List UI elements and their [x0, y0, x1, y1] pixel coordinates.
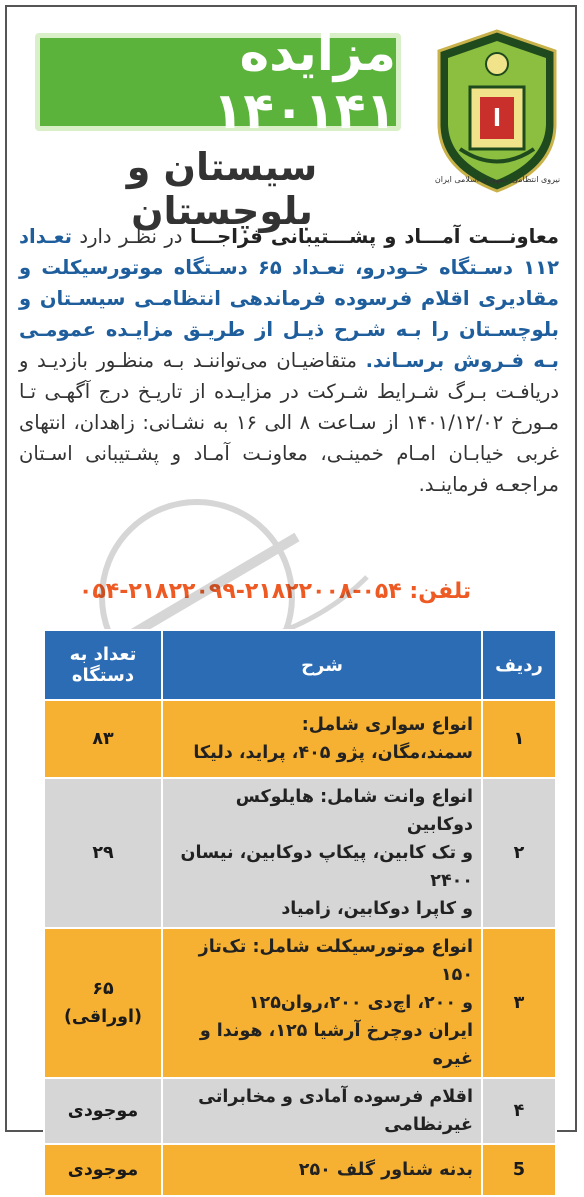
row-count: ۲۹: [44, 778, 162, 928]
table-row: [44, 1144, 556, 1196]
header-count: تعداد به دستگاه: [44, 630, 162, 700]
row-count: ۶۵ (اوراقی): [44, 928, 162, 1078]
svg-text:ا: ا: [492, 104, 502, 132]
phone-numbers: تلفن: ۰۵۴-۲۱۸۲۲۰۰۸-۲۱۸۲۲۰۹۹-۰۵۴: [78, 579, 472, 604]
row-idx: ۴: [482, 1078, 556, 1144]
row-desc-line: ایران دوچرخ آرشیا ۱۲۵، هوندا و غیره: [199, 1021, 473, 1069]
province-title: سیستان و بلوچستان: [126, 145, 318, 233]
row-desc: [162, 700, 482, 778]
row-desc: [162, 928, 482, 1078]
row-idx: ۱: [482, 700, 556, 778]
header-desc: شرح: [162, 630, 482, 700]
items-table: [43, 629, 557, 1197]
announcement-issuer: معاونـــت آمـــاد و پشـــتیبانی فراجـــا: [189, 225, 559, 248]
table-header-row: [44, 630, 556, 700]
logo-caption: نیروی انتظامی جمهوری اسلامی ایران: [434, 175, 561, 184]
header: [7, 7, 577, 233]
row-desc: [162, 1144, 482, 1196]
table-row: [44, 1078, 556, 1144]
row-desc-line: انواع وانت شامل: هایلوکس دوکابین: [235, 787, 473, 835]
row-count: موجودی: [44, 1144, 162, 1196]
row-idx: ۳: [482, 928, 556, 1078]
row-idx: 5: [482, 1144, 556, 1196]
table-row: [44, 778, 556, 928]
row-desc-line: اقلام فرسوده آمادی و مخابراتی غیرنظامی: [198, 1087, 473, 1135]
table-row: [44, 928, 556, 1078]
announcement-highlight: تعـداد ۱۱۲ دسـتگاه خـودرو، تعـداد ۶۵ دسـتگاه موتورسیکلت و مقادیری اقلام فرسوده فرماندهی انتظامـی سیسـتان و بلوچسـتان را بـه شـرح ذیـل از طریـق مزایـده عمومـی بـه فـروش برسـاند.: [19, 225, 560, 372]
banner-title: مزایده ۱۴۰۱۴۱: [35, 33, 401, 131]
announcement-intent: در نظـر دارد: [71, 225, 190, 248]
police-emblem-icon: [430, 29, 565, 194]
row-desc: [162, 778, 482, 928]
row-desc-line: و ۲۰۰، اچ‌دی ۲۰۰،روان۱۲۵: [248, 993, 473, 1013]
row-desc-line: انواع سواری شامل:: [301, 715, 473, 735]
row-desc: [162, 1078, 482, 1144]
announcement-text: [19, 221, 559, 500]
row-desc-line: سمند،مگان، پژو ۴۰۵، پراید، دلیکا: [193, 743, 473, 763]
announcement-details: متقاضیـان می‌تواننـد بـه منظـور بازدیـد و دریافـت بـرگ شـرایط شـرکت در مزایـده از تاریـخ درج آگهـی تـا مـورخ ۱۴۰۱/۱۲/۰۲ از سـاعت ۸ الی ۱۶ به نشـانی: زاهدان، انتهای غربی خیابـان امـام خمینـی، معاونـت آمـاد و پشـتیبانی اسـتان مراجعـه فرماینـد.: [19, 349, 559, 496]
row-count: موجودی: [44, 1078, 162, 1144]
table-row: [44, 700, 556, 778]
row-desc-line: و کاپرا دوکابین، زامیاد: [281, 899, 473, 919]
row-desc-line: بدنه شناور گلف ۲۵۰: [298, 1160, 473, 1180]
row-count: ۸۳: [44, 700, 162, 778]
header-idx: ردیف: [482, 630, 556, 700]
row-desc-line: و تک کابین، پیکاپ دوکابین، نیسان ۲۴۰۰: [180, 843, 473, 891]
ad-frame: [5, 5, 577, 1180]
row-desc-line: انواع موتورسیکلت شامل: تک‌تاز ۱۵۰: [198, 937, 473, 985]
row-idx: ۲: [482, 778, 556, 928]
